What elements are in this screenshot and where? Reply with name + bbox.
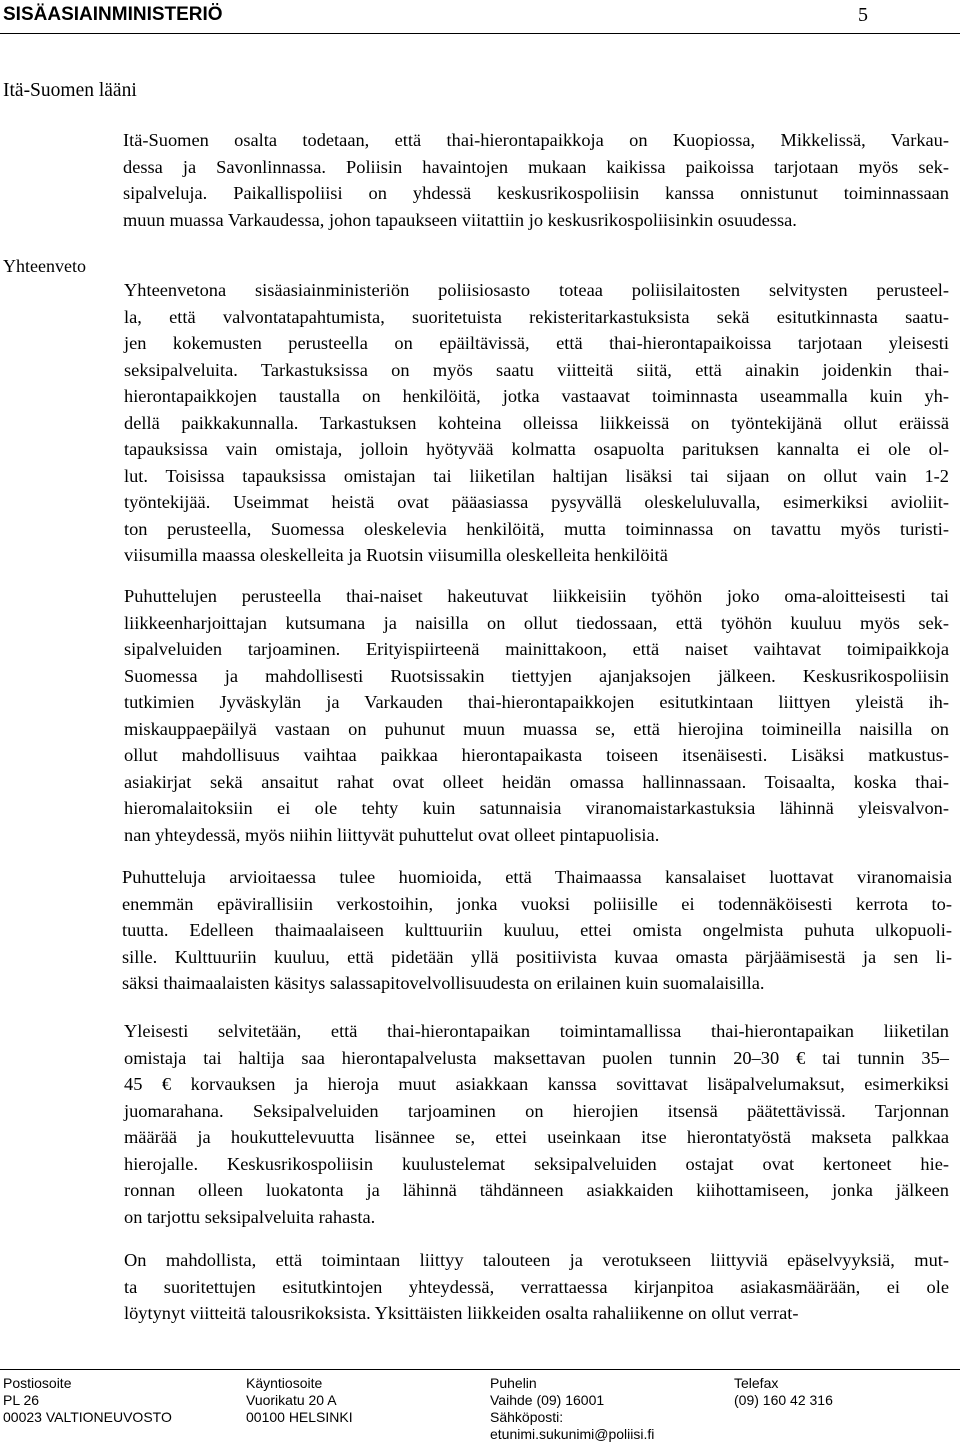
footer-line: 00023 VALTIONEUVOSTO <box>3 1409 172 1425</box>
text-line: miskauppaepäilyä vastaan on puhunut muun muassa se, että hierojina toimineilla naisilla on <box>124 718 949 739</box>
text-line: tuutta. Edelleen thaimaalaiseen kulttuuriin kuuluu, ettei omista ongelmista puhuta ulkopuoli- <box>122 920 952 940</box>
text-line: 45 € korvauksen ja hieroja muut asiakkaan kanssa sovittavat lisäpalvelumaksut, esimerkiksi <box>124 1074 949 1094</box>
paragraph-4 <box>122 864 952 997</box>
text-line: nan yhteydessä, myös niihin liittyvät puhuttelut ovat olleet pintapuolisia. <box>124 824 660 845</box>
text-line: hierontapaikkojen taustalla on henkilöitä, jotka vastaavat toiminnasta useammalla kuin yh- <box>124 386 949 406</box>
header-divider <box>0 33 960 34</box>
footer-line: (09) 160 42 316 <box>734 1392 833 1408</box>
footer-phone-email <box>490 1375 654 1442</box>
text-line: la, että valvontatapahtumista, suoritetuista rekisteritarkastuksista sekä esitutkinnasta saatu- <box>124 306 949 327</box>
text-line: ollut mahdollisuus vaihtaa paikkaa hierontapaikasta toiseen itsenäisesti. Lisäksi matkustus- <box>124 745 949 765</box>
text-line: Yleisesti selvitetään, että thai-hierontapaikan toimintamallissa thai-hierontapaikan liiketilan <box>124 1021 949 1041</box>
text-line: tutkimien Jyväskylän ja Varkauden thai-hierontapaikkojen esitutkintaan liittyen yleistä ih- <box>124 692 949 712</box>
text-line: ta suoritettujen esitutkintojen yhteydessä, verrattaessa kirjanpitoa asiakasmäärään, ei ole <box>124 1276 949 1297</box>
region-heading: Itä-Suomen lääni <box>3 80 137 101</box>
footer-line: 00100 HELSINKI <box>246 1409 353 1425</box>
text-line: enemmän epävirallisiin verkostoihin, jonka vuoksi poliisille ei todennäköisesti kerrota to- <box>122 893 952 914</box>
text-line: löytynyt viitteitä talousrikoksista. Yksittäisten liikkeiden osalta rahaliikenne on ollut verrat- <box>124 1303 799 1323</box>
footer-line: PL 26 <box>3 1392 40 1408</box>
text-line: hieromalaitoksiin ei ole tehty kuin satunnaisia viranomaistarkastuksia lähinnä yleisvalvon- <box>124 798 949 818</box>
footer-heading: Postiosoite <box>3 1375 72 1391</box>
ministry-title: SISÄASIAINMINISTERIÖ <box>3 4 223 25</box>
text-line: määrää ja houkuttelevuutta lisännee se, ettei useinkaan itse hierontatyöstä makseta palkkaa <box>124 1127 949 1147</box>
text-line: on tarjottu seksipalveluita rahasta. <box>124 1206 376 1227</box>
text-line: ton perusteella, Suomessa oleskelevia henkilöitä, mutta toiminnassa on tavattu myös turisti- <box>124 518 949 539</box>
paragraph-1 <box>123 127 949 233</box>
footer-heading: Telefax <box>734 1375 779 1391</box>
text-line: liikkeenharjoittajan kutsumana ja naisilla on ollut tiedossaan, että työhön kuuluu myös sek- <box>124 612 949 633</box>
text-line: dessa ja Savonlinnassa. Poliisin havaintojen mukaan kaikissa paikoissa tarjotaan myös sek- <box>123 156 949 177</box>
text-line: sipalveluja. Paikallispoliisi on yhdessä keskusrikospoliisin kanssa onnistunut toiminnassaan <box>123 183 949 203</box>
text-line: asiakirjat sekä ansaitut rahat ovat olleet heidän omassa hallinnassaan. Toisaalta, koska thai- <box>124 771 949 792</box>
footer-visiting-address <box>246 1375 353 1426</box>
footer-line: Sähköposti: <box>490 1409 564 1425</box>
text-line: sipalveluiden tarjoaminen. Erityispiirteenä mainittakoon, että naiset vaihtavat toimipaikkoja <box>124 639 949 659</box>
text-line: hierojalle. Keskusrikospoliisin kuulustelemat seksipalveluiden ostajat ovat kertoneet hie- <box>124 1153 949 1174</box>
page-number: 5 <box>858 4 868 26</box>
text-line: Puhuttelujen perusteella thai-naiset hakeutuvat liikkeisiin työhön joko oma-aloitteisesti tai <box>124 586 949 606</box>
text-line: seksipalveluita. Tarkastuksissa on myös saatu viitteitä siitä, että ainakin joidenkin thai- <box>124 359 949 380</box>
text-line: tapauksissa vain omistaja, jolloin hyötyvää kolmatta osapuolta parituksen kannalta ei ole ol- <box>124 439 949 459</box>
footer-fax <box>734 1375 833 1409</box>
paragraph-2 <box>124 277 949 569</box>
text-line: jen kokemusten perusteella on epäiltävissä, että thai-hierontapaikoissa tarjotaan yleisesti <box>124 333 949 353</box>
footer-line: etunimi.sukunimi@poliisi.fi <box>490 1426 655 1442</box>
text-line: Puhutteluja arvioitaessa tulee huomioida, että Thaimaassa kansalaiset luottavat viranomaisia <box>122 867 952 887</box>
text-line: työntekijää. Useimmat heistä ovat pääasiassa pysyvällä oleskeluluvalla, esimerkiksi avioliit- <box>124 492 949 512</box>
footer-divider <box>0 1369 960 1370</box>
text-line: Itä-Suomen osalta todetaan, että thai-hierontapaikkoja on Kuopiossa, Mikkelissä, Varkau- <box>123 130 949 150</box>
text-line: säksi thaimaalaisten käsitys salassapitovelvollisuudesta on erilainen kuin suomalaisilla. <box>122 973 765 993</box>
text-line: ronnan olleen luokatonta ja lähinnä tähdänneen asiakkaiden kiihottamiseen, jonka jälkeen <box>124 1180 949 1200</box>
footer-line: Vuorikatu 20 A <box>246 1392 337 1408</box>
text-line: omistaja tai haltija saa hierontapalvelusta maksettavan puolen tunnin 20–30 € tai tunnin 35– <box>124 1047 949 1068</box>
footer-line: Vaihde (09) 16001 <box>490 1392 605 1408</box>
paragraph-5 <box>124 1018 949 1230</box>
footer-postal-address <box>3 1375 172 1426</box>
text-line: muun muassa Varkaudessa, johon tapaukseen viitattiin jo keskusrikospoliisinkin osuudessa. <box>123 209 797 230</box>
footer-heading: Käyntiosoite <box>246 1375 323 1391</box>
text-line: dellä paikkakunnalla. Tarkastuksen kohteina olleissa liikkeissä on työntekijänä ollut eräissä <box>124 412 949 433</box>
text-line: lut. Toisissa tapauksissa omistajan tai liiketilan haltijan lisäksi tai sijaan on ollut vain 1-2 <box>124 465 949 486</box>
paragraph-3 <box>124 583 949 848</box>
section-side-label: Yhteenveto <box>3 256 86 276</box>
paragraph-6 <box>124 1247 949 1327</box>
text-line: On mahdollista, että toimintaan liittyy talouteen ja verotukseen liittyviä epäselvyyksiä, mut- <box>124 1250 949 1270</box>
text-line: Yhteenvetona sisäasiainministeriön poliisiosasto toteaa poliisilaitosten selvitysten perusteel- <box>124 280 949 300</box>
text-line: juomarahana. Seksipalveluiden tarjoaminen on hierojien itsensä päätettävissä. Tarjonnan <box>124 1100 949 1121</box>
text-line: sille. Kulttuuriin kuuluu, että pidetään yllä positiivista kuvaa omasta pärjäämisestä ja sen li- <box>122 946 952 967</box>
text-line: Suomessa ja mahdollisesti Ruotsissakin tiettyjen ajanjaksojen jälkeen. Keskusrikospoliisin <box>124 665 949 686</box>
footer-heading: Puhelin <box>490 1375 537 1391</box>
text-line: viisumilla maassa oleskelleita ja Ruotsin viisumilla oleskelleita henkilöitä <box>124 545 668 565</box>
